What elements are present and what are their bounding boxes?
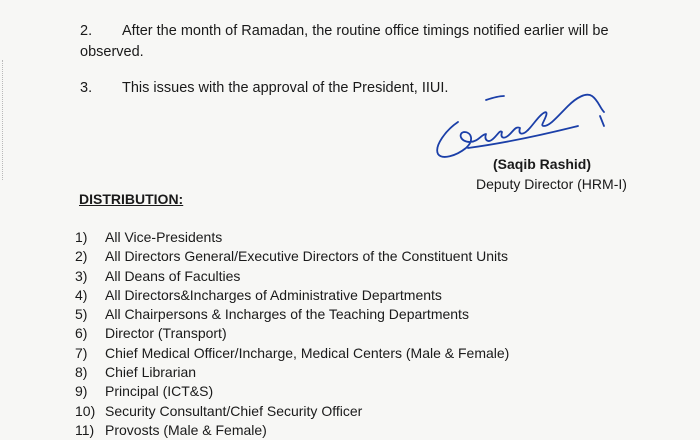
paragraph-text: This issues with the approval of the President, IIUI.	[122, 80, 449, 96]
paragraph-2	[80, 21, 640, 63]
item-text: All Chairpersons & Incharges of the Teaching Departments	[105, 306, 469, 323]
item-number: 8)	[75, 364, 88, 381]
list-item	[75, 267, 509, 286]
item-text: Chief Librarian	[105, 364, 197, 381]
distribution-heading: DISTRIBUTION:	[79, 191, 184, 207]
list-item	[75, 286, 509, 305]
item-text: Director (Transport)	[105, 325, 227, 342]
list-item	[75, 382, 509, 401]
list-item	[75, 305, 509, 324]
paragraph-number: 2.	[80, 23, 93, 39]
item-text: Chief Medical Officer/Incharge, Medical Centers (Male & Female)	[105, 344, 510, 361]
item-number: 6)	[75, 325, 88, 342]
item-number: 4)	[75, 286, 88, 303]
list-item	[75, 421, 509, 440]
signatory-title: Deputy Director (HRM-I)	[476, 176, 627, 192]
signatory-name: (Saqib Rashid)	[493, 156, 592, 172]
item-text: Provosts (Male & Female)	[105, 421, 267, 438]
item-number: 2)	[75, 248, 88, 265]
list-item	[75, 363, 509, 382]
item-number: 3)	[75, 267, 88, 284]
handwritten-signature	[428, 86, 628, 166]
item-number: 11)	[75, 421, 95, 438]
item-number: 5)	[75, 306, 88, 323]
list-item	[75, 402, 509, 421]
item-number: 10)	[75, 402, 96, 419]
item-text: All Vice-Presidents	[105, 229, 223, 245]
paragraph-text: After the month of Ramadan, the routine office timings notified earlier will be observed.	[80, 23, 609, 60]
item-text: All Deans of Faculties	[105, 267, 241, 284]
distribution-list	[75, 228, 509, 440]
list-item	[75, 324, 509, 343]
item-text: All Directors General/Executive Directors of the Constituent Units	[105, 248, 509, 265]
item-number: 1)	[75, 229, 88, 245]
paragraph-number: 3.	[80, 80, 93, 96]
list-item	[75, 344, 509, 363]
item-text: All Directors&Incharges of Administrative Departments	[105, 286, 442, 303]
list-item	[75, 247, 509, 266]
list-item	[75, 228, 509, 247]
scan-edge-marks	[2, 60, 7, 180]
item-number: 9)	[75, 383, 88, 400]
item-number: 7)	[75, 344, 88, 361]
item-text: Security Consultant/Chief Security Officer	[105, 402, 363, 419]
item-text: Principal (ICT&S)	[105, 383, 214, 400]
